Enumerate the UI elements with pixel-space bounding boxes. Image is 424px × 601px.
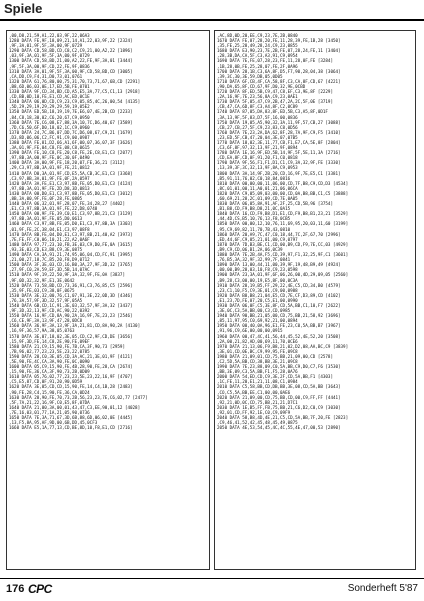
listing-line: 1610 DATA 05,76,02,77,23,23,5E,23,22,16,9F [4707] <box>9 374 133 380</box>
listing-line: 1340 DATA 06,0D,CD,C9,23,C9,05,85,4C,26,00,54 [4135] <box>9 99 141 105</box>
listing-line: 1440 DATA 06,32,01,9F,28,07,FE,34,28,27 [4402] <box>9 201 125 207</box>
listing-line: ,23,ED,5F,CB,47,20,04,3E,07,07B5 <box>217 134 298 140</box>
listing-line: 1630 DATA 28,90,FE,70,73,2B,56,23,23,7E,C6,02,77 [2477] <box>9 394 148 400</box>
listing-line: 1290 DATA CD,58,BD,CD,C8,C2,C9,21,00,A2,22 [1896] <box>9 48 133 54</box>
listing-line: ,90,DA,65,8F,CD,67,9F,D0,32,9E,0CBD <box>217 83 306 89</box>
listing-line: ,CB,27,CB,27,5F,C9,23,83,C8,0D56 <box>217 124 298 130</box>
page-header <box>0 0 424 20</box>
listing-line: ,3A,13,9F,5F,83,D7,5F,16,00,0836 <box>217 114 298 120</box>
listing-line: ,13,39,3F,3C,32,13,9F,8A,C9,0953 <box>217 165 298 171</box>
listing-line: ,76,3A,57,9F,3D,32,57,9F,05A5 <box>9 297 83 303</box>
listing-line: 1860 DATA 20,A9,7C,47,C0,18,44,7C,2F,67,70 [2996] <box>217 231 341 237</box>
listing-line: 1550 DATA 16,9F,CD,8A,90,2A,16,9F,7E,23,23 [2546] <box>9 313 133 319</box>
listing-line: 1600 DATA 05,C9,15,90,FE,4B,28,90,FE,28,CA [2674] <box>9 364 133 370</box>
listing-line: ,B9,C9,CD,06,B1,2A,06,0C39 <box>217 246 283 252</box>
listing-line: 2040 DATA 58,B8,4D,4E,21,C5,CD,5A,BB,7F,20,FE [2823] <box>217 415 349 421</box>
listing-line: 1540 DATA 6B,CD,1C,91,3E,03,32,57,9F,3A,32 [3437] <box>9 302 133 308</box>
listing-line: 1800 DATA 3A,14,9F,2B,20,CD,16,9F,7E,E5,C1 [3381] <box>217 170 341 176</box>
listing-line: 1780 DATA 1E,16,9F,ED,5B,14,9F,5F,5E,11,3A [2716] <box>217 150 341 156</box>
page-title: Spiele <box>4 1 43 16</box>
listing-line: 1570 DATA 3E,07,18,02,3E,05,CD,C2,9F,CD,DE [3656] <box>9 333 133 339</box>
listing-line: ,2A,00,21,82,AD,00,69,11,70,0CE6 <box>217 338 298 344</box>
listing-line: ,B1,B8,CD,F9,B8,D8,21,0C,0A15 <box>217 206 291 212</box>
listing-line: 1370 DATA 24,7C,B6,07,DD,7C,D6,08,67,C9,21 [1679] <box>9 129 133 135</box>
listing-line: 1730 DATA 5F,05,47,C9,2B,47,2A,2C,5F,0E [3719] <box>217 99 333 105</box>
listing-line: 1530 DATA 3E,32,00,76,C1,07,91,3E,22,0D,3D [4346] <box>9 292 133 298</box>
listing-line: ,15,9F,3D,FE,14,C8,2E,90,FE,09EF <box>9 338 90 344</box>
listing-line: ,CO,C5,5A,BB,EE,C1,00,00,0AE6 <box>217 389 291 395</box>
listing-line: 1980 DATA 21,09,01,CD,75,BB,21,09,00,CD [2578] <box>217 353 333 359</box>
listing-line: ,9F,0D,32,32,9F,E1,3E,0642 <box>9 277 75 283</box>
listing-line: ,7D,C6,50,6F,D0,18,02,1C,C9,0960 <box>9 124 90 130</box>
listing-line: 1840 DATA 16,CD,F9,B8,D1,E1,CD,F9,B8,B1,23,21 [3529] <box>217 211 349 217</box>
listing-line: 2050 DATA 4E,53,54,45,4C,4C,55,4E,47,00,53 [2890] <box>217 425 341 431</box>
listing-line: ,23,C1,10,F5,C9,3E,01,C9,00,0988 <box>217 287 298 293</box>
listing-line: ,13,F5,8A,95,AF,9D,00,6B,DD,45,0CF3 <box>9 420 98 426</box>
listing-line: 1380 DATA FE,81,D2,66,A1,6F,00,07,36,07,3F [3626] <box>9 139 133 145</box>
listing-line: ,84,C8,18,30,02,C6,20,67,C9,0950 <box>9 114 90 120</box>
listing-line: 2020 DATA 21,09,00,CD,75,BB,CD,00,C9,FF,FF [4441] <box>217 394 341 400</box>
cpc-logo: CPC <box>28 582 52 596</box>
listing-line: ,CD,EA,8F,CD,0F,91,20,F1,C0,0818 <box>217 155 298 161</box>
listing-line: ,90,FE,28,C4,15,90,FE,36,CA,0D24 <box>9 389 90 395</box>
listing-line: 1700 DATA 28,1B,C3,6A,8F,D5,F7,90,28,04,38 [3064] <box>217 68 341 74</box>
page-footer <box>0 578 424 601</box>
listing-line: ,B5,91,11,76,02,C0,18,84,0816 <box>217 175 291 181</box>
listing-line: ,C3,6F,8F,97,32,13,9F,21,9F,0894 <box>217 145 298 151</box>
listing-line: 1480 DATA 97,77,23,10,FB,3E,03,C9,D0,FE,0A [3615] <box>9 241 133 247</box>
listing-line: 1770 DATA 18,02,3E,11,77,CB,F1,E7,CA,5E,8F [2804] <box>217 139 341 145</box>
listing-line: 1970 DATA 21,13,06,F9,B8,21,02,D2,08,AA,BC,C9 [3839] <box>217 343 349 349</box>
listing-line: ,85,11,97,95,C0,69,92,21,00,0894 <box>217 318 298 324</box>
listing-area <box>6 30 416 570</box>
listing-line: 1510 DATA 9F,19,22,50,9F,3A,32,9F,FE,0A [3837] <box>9 272 125 278</box>
listing-line: ,7B,96,02,77,23,23,5E,23,22,0785 <box>9 348 90 354</box>
listing-line: ,28,3B,DA,CA,5F,C3,A3,91,C9,0954 <box>217 53 298 59</box>
listing-line: ,8B,3A,00,9F,FE,0F,28,FE,0805 <box>9 196 83 201</box>
listing-line: 1280 DATA FE,9F,18,09,21,14,A1,22,03,9F,22 [2324] <box>9 38 133 44</box>
listing-line: 1940 DATA 90,BB,21,05,00,CD,75,BB,21,58,92 [3696] <box>217 313 341 319</box>
listing-line: ,9F,5F,3A,00,9F,CD,22,FE,9F,0836 <box>9 63 90 69</box>
listing-line: 2010 DATA C5,58,BB,CD,DB,BB,3E,08,CD,5A,BB [3643] <box>217 384 341 390</box>
listing-line: ,9F,3D,32,13,9F,CD,AC,90,22,0392 <box>9 308 90 314</box>
listing-line: ,21,00,27,18,7C,B5,20,F8,D9,0712 <box>9 257 90 263</box>
listing-line: ,E1,23,7D,FE,07,20,C5,E1,00,0990 <box>217 297 298 303</box>
listing-line: 1910 DATA 28,19,B5,FF,29,22,4E,C5,CD,34,B0 [4579] <box>217 282 341 288</box>
listing-line: 1520 DATA 73,58,BD,CD,73,36,91,C3,76,85,C5 [2596] <box>9 282 133 288</box>
listing-line: ,39,3C,30,3E,59,DB,05,0D05 <box>217 73 283 79</box>
listing-line: ,92,21,0D,0C,CD,75,BB,21,21,D7C1 <box>217 399 298 405</box>
listing-line: 1900 DATA 23,3A,01,9F,6F,06,26,00,4D,29,09,05 [2560] <box>217 272 349 278</box>
listing-line: ,91,96,C9,6E,00,00,00,0915 <box>217 328 283 334</box>
listing-line: 1560 DATA 36,9F,3A,13,9F,3A,21,81,CD,8A,90,2A [4130] <box>9 323 141 329</box>
listing-line: ,9F,3A,01,9F,5F,3A,00,9F,0729 <box>9 43 83 49</box>
listing-line: 1470 DATA 8B,FE,04,D0,E1,C3,97,8B,21,40,A2 [3973] <box>9 231 133 237</box>
header-rule <box>0 19 424 21</box>
listing-line: 1990 DATA 7E,23,88,09,C0,5A,BB,C9,D0,C7,F6 [3530] <box>217 364 341 370</box>
listing-line: 1760 DATA 7E,23,2A,DA,62,8F,28,7A,9F,C9,F5 [3410] <box>217 129 341 135</box>
listing-line: 1960 DATA 00,47,4C,41,56,44,45,52,4E,52,20 [3508] <box>217 333 341 339</box>
listing-line: 1590 DATA 28,C0,3E,05,CD,3A,AC,21,3E,01,9F [4121] <box>9 353 133 359</box>
listing-line: 1710 DATA 6F,CB,4F,CA,58,8F,C3,CA,8F,CD,67 [4221] <box>217 78 341 84</box>
listing-line: ,93,3E,03,CD,E3,B8,C9,3E,0875 <box>9 246 83 252</box>
listing-line: ,C3,97,8B,3A,01,9F,FE,0F,2A,0597 <box>9 175 90 181</box>
listing-line: ,15,90,FE,36,CA,3F,90,73,2B,0D09 <box>9 369 90 375</box>
listing-line: 1580 DATA 21,C9,15,90,FE,7B,CA,3F,90,73 [2959] <box>9 343 125 349</box>
listing-line: ,92,01,CD,FF,92,1E,C0,C9,09F9 <box>217 409 291 415</box>
listing-line: ,C2,5D,5A,BB,CD,38,BB,3E,21,09C8 <box>217 359 298 364</box>
issue-label: Sonderheft 5'87 <box>347 583 418 594</box>
listing-line: ,00,00,B9,28,03,10,F8,C9,23,0598 <box>217 267 298 273</box>
listing-line: 1880 DATA 7E,2B,4A,F5,CD,39,97,F1,32,25,9F,C1 [3601] <box>217 252 349 258</box>
listing-line: 1300 DATA CD,58,BD,21,00,A2,22,FE,9F,3A,01 [3444] <box>9 58 133 64</box>
listing-line: 1920 DATA B8,B8,21,04,E5,CD,7E,CF,D3,89,CD [4102] <box>217 292 341 298</box>
listing-line: ,35,FE,25,28,49,28,24,C9,23,0855 <box>217 43 298 49</box>
listing-line: 1620 DATA 3E,05,CD,CD,15,90,FE,14,C4,1B,28 [2483] <box>9 384 133 390</box>
listing-line: 1890 DATA 13,00,44,11,00,39,9F,19,48,B9,49 [4924] <box>217 262 341 268</box>
listing-line: 1350 DATA ED,5B,18,19,19,7E,E6,07,4E,2B,CD [2233] <box>9 109 133 115</box>
listing-line: 1870 DATA 7D,B3,BE,C1,CD,00,B9,CD,F9,7E,CC,03 [4929] <box>217 241 349 247</box>
listing-line: ,E1,C3,97,8B,3A,01,9F,FE,22,D8,0748 <box>9 206 98 212</box>
listing-line: 1930 DATA 06,0F,C5,3E,8F,CD,5A,BB,C1,10,F7 [2622] <box>217 302 341 308</box>
listing-line: 1820 DATA C9,05,09,03,00,00,CD,0A,B8,BB,C1,C5 [3888] <box>217 190 349 196</box>
listing-line: ,1B,28,0B,FE,25,28,07,FE,2F,0A96 <box>217 63 298 69</box>
listing-line: 1330 DATA 9F,CD,34,BD,CD,A5,E5,3A,77,C5,C1,13 [2918] <box>9 89 141 95</box>
listing-line: 1950 DATA 00,40,0A,96,E1,FE,23,C0,5A,BB,B7 [3967] <box>217 323 341 329</box>
listing-line: ,C5,E5,87,CD,0F,91,20,90,0D59 <box>9 379 83 385</box>
listing-line: ,C6,CE,9F,3A,13,9F,47,28,0DC8 <box>9 318 83 324</box>
listing-line: ,2A,16,9F,7E,23,56,8A,C9,23,0AE1 <box>217 94 298 100</box>
listing-line: 1500 DATA 3F,3E,03,CD,16,B0,3A,27,9F,3D,32 [3765] <box>9 262 133 268</box>
listing-line: ,97,8B,3A,00,9F,FE,0C,30,0F,0490 <box>9 155 90 161</box>
listing-line: ,76,B5,3A,32,9F,32,99,7F,0841 <box>217 257 291 263</box>
listing-line: 1720 DATA 8F,ED,5B,C9,47,C8,EF,C3,9E,8F [2229] <box>217 89 333 95</box>
listing-line: ,CA,DD,C9,F4,31,D0,73,01,0761 <box>9 73 83 79</box>
listing-line: 1460 DATA C3,97,8B,FE,05,D0,E1,C3,97,8B,3A [3303] <box>9 221 133 227</box>
listing-line: ,5F,7A,21,22,16,9F,C0,E5,8F,07DA <box>9 399 90 405</box>
listing-line: ,27,9F,C0,2A,59,EF,3D,5B,14,07AC <box>9 267 90 273</box>
listing-line: 1850 DATA 00,00,12,10,76,11,69,95,20,03,11,60 [3199] <box>217 221 349 227</box>
listing-line: ,35,9F,FE,03,C9,38,0F,0675 <box>9 287 75 293</box>
page-number: 176 <box>6 583 25 595</box>
listing-line: 1650 DATA 7E,3A,71,67,3D,6B,88,6D,06,02,0E [4445] <box>9 415 133 421</box>
listing-line: 1640 DATA 21,00,3A,00,01,43,47,C3,EE,90,01,12 [4028] <box>9 404 141 410</box>
listing-line: ,CB,47,CA,6D,8F,C3,A4,8F,C2,0C89 <box>217 104 298 110</box>
listing-line: 1680 DATA E3,90,23,7E,2B,FE,07,28,24,FE,11 [3404] <box>217 48 341 54</box>
listing-line: ,16,9F,36,57,9A,38,05,0763 <box>9 328 75 334</box>
listing-line: 1450 DATA 00,9F,FE,39,C0,E1,C3,97,8B,21,C3 [3129] <box>9 211 133 217</box>
listing-line: ,00,D8,21,59,A1,22,03,9F,22,06A3 <box>9 33 90 38</box>
listing-line: 1810 DATA 00,00,00,11,06,00,CD,7F,B8,C9,CD,D3 [4534] <box>217 180 349 186</box>
listing-line: ,BB,3E,09,C3,5A,BB,F1,F5,28,0A76 <box>217 369 298 375</box>
listing-line: 1830 DATA 06,05,8A,91,AF,2F,25,CD,5B,96 [3754] <box>217 201 333 207</box>
listing-line: ,D3,8D,06,06,C2,FC,91,C9,00,0987 <box>9 134 90 140</box>
listing-line: ,5D,29,29,19,29,29,29,59,19,05E2 <box>9 104 90 110</box>
listing-line: 1420 DATA 3A,FE,E1,C3,97,8B,FE,05,D0,E1,C3 [4124] <box>9 180 133 186</box>
listing-line: ,ED,44,6F,C9,05,21,01,00,C9,0797 <box>217 236 298 242</box>
listing-column-right <box>214 30 416 570</box>
listing-line: 1690 DATA 7E,FE,07,28,23,FE,11,28,0F,FE [3284] <box>217 58 333 64</box>
listing-line: ,95,C9,69,82,11,70,7B,43,0810 <box>217 226 291 232</box>
listing-line: 1310 DATA 3A,01,9F,5F,3A,00,9F,CD,58,BD,CD [3005] <box>9 68 133 74</box>
listing-line: 1430 DATA 00,D0,E1,C3,97,8B,FE,05,D0,E1,C3 [3012] <box>9 190 133 196</box>
listing-line: ,7E,16,03,01,77,1A,21,05,90,0736 <box>9 409 90 415</box>
listing-line: 1490 DATA CA,3A,91,21,74,95,06,04,CD,FC,91 [3995] <box>9 252 133 258</box>
listing-line: ,29,C3,97,8B,3A,01,9F,FE,21,0812 <box>9 165 90 171</box>
listing-line: 1390 DATA FE,10,C8,FE,20,C8,FE,2E,C8,E1,C3 [2077] <box>9 150 133 156</box>
listing-line: ,1C,FE,11,20,E1,21,11,08,C1,0984 <box>217 379 298 385</box>
listing-line: 1400 DATA 3A,00,9F,FE,18,20,07,FE,36,21 [3112] <box>9 160 125 166</box>
listing-line: 1410 DATA D0,3A,01,9F,CD,E5,5A,CB,3C,E1,C3 [3368] <box>9 170 133 176</box>
listing-line: 1360 DATA 7E,C6,08,E7,88,3A,10,7C,D6,40,67 [3589] <box>9 119 133 125</box>
listing-line: ,44,4D,CS,B5,10,76,13,F8,0CB5 <box>217 216 291 222</box>
listing-line: ,97,8B,3A,01,9F,FE,05,D0,0613 <box>9 216 83 222</box>
listing-line: ,60,69,21,28,2C,01,09,CD,7E,0A05 <box>217 196 298 201</box>
listing-line: ,3A,01,9F,FE,04,C8,FE,08,C8,0615 <box>9 145 90 151</box>
listing-line: ,3E,0C,C3,5A,BB,00,C3,CD,0985 <box>217 308 291 314</box>
listing-line: 1670 DATA FE,07,28,20,FE,11,28,39,FE,1B,28 [3450] <box>217 38 341 44</box>
listing-line: ,CD,BB,0D,10,FE,E1,CD,AC,ED,0C1E <box>9 94 90 100</box>
listing-line: ,8C,01,01,00,11,A0,01,21,06,06CA <box>217 185 298 191</box>
listing-line: ,03,9F,3A,01,9F,5F,3A,00,9F,0729 <box>9 53 90 59</box>
listing-line: 1750 DATA 19,05,A5,90,32,3A,11,9F,57,CB,27 [3088] <box>217 119 341 125</box>
listing-line: ,AC,8D,0D,20,EE,C9,23,7E,2B,0840 <box>217 33 298 38</box>
listing-line: 1740 DATA 87,05,DA,83,8F,ED,5B,C3,A5,8F,0D1F <box>217 109 328 115</box>
listing-line: ,C9,46,41,52,42,45,48,45,49,0875 <box>217 420 298 426</box>
listing-line: ,3E,01,CD,0E,BC,C9,99,95,FE,09C8 <box>217 348 298 354</box>
listing-line: ,97,8B,3A,01,9F,FE,2D,D8,3D,0813 <box>9 185 90 191</box>
listing-line: ,7E,FE,FF,C0,06,10,21,22,A2,0A6F <box>9 236 90 242</box>
listing-line: 1660 DATA E5,1A,77,13,CD,BE,8D,10,F8,E1,CD [2716] <box>9 425 133 431</box>
listing-line: 1790 DATA 9F,56,F1,F1,D1,C1,C9,3A,32,9F,FE [3330] <box>217 160 341 166</box>
listing-line: ,B8,6D,06,03,0E,17,ED,5B,FE,0701 <box>9 83 90 89</box>
listing-line: 1320 DATA 61,76,80,00,75,31,70,73,71,67,6B,CD [2291] <box>9 78 141 84</box>
listing-line: ,01,9F,FE,2C,38,04,E1,C3,97,08F8 <box>9 226 90 232</box>
listing-line: 2000 DATA 54,ED,CD,C9,3E,2F,CD,5A,BB,F1 [4303] <box>217 374 333 380</box>
listing-line: ,B9,28,C3,00,00,19,E5,8F,00,0C3A <box>217 277 298 283</box>
listing-line: 2030 DATA 1E,B5,FF,FB,75,BB,21,C6,D2,C0,C9 [3030] <box>217 404 341 410</box>
listing-column-left <box>6 30 210 570</box>
listing-line: ,5E,90,FE,4C,CA,3A,90,FE,0C,0090 <box>9 359 90 364</box>
